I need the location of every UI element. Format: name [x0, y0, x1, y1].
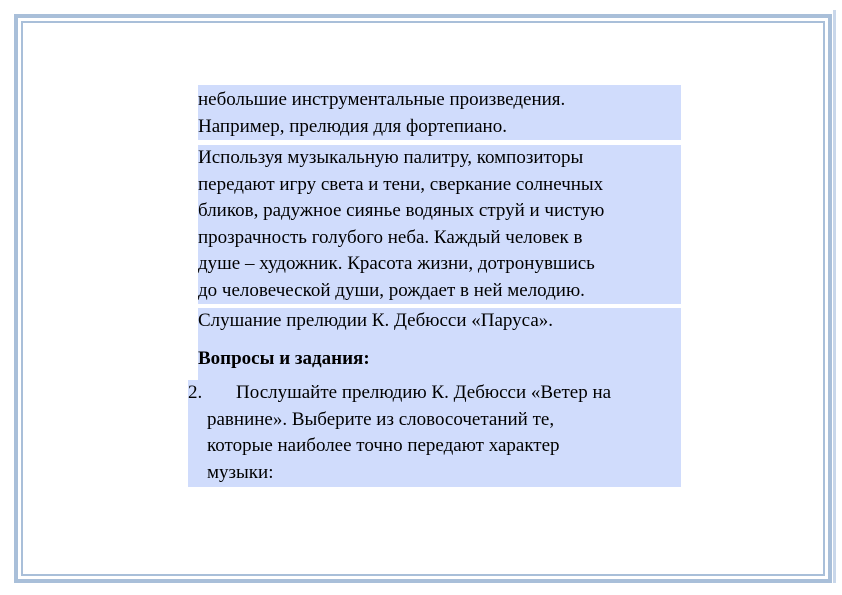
- slide-frame-edge: [833, 10, 836, 583]
- list-item-number: 2.: [188, 382, 203, 403]
- paragraph-instrumental-works: [198, 85, 681, 140]
- text-line: Используя музыкальную палитру, композиторы: [198, 147, 584, 168]
- heading-text: Вопросы и задания:: [198, 348, 370, 369]
- text-line: прозрачность голубого неба. Каждый человек в: [198, 226, 583, 248]
- text-line: душе – художник. Красота жизни, дотронувшись: [198, 253, 595, 274]
- text-line: передают игру света и тени, сверкание солнечных: [198, 173, 604, 195]
- text-line: бликов, радужное сиянье водяных струй и чистую: [198, 200, 605, 221]
- list-item: [188, 380, 681, 487]
- list-item-first-line: [188, 380, 681, 407]
- list-item-continuation: которые наиболее точно передают характер: [207, 435, 560, 456]
- list-item-continuation: музыки:: [207, 461, 274, 483]
- list-item-text: Послушайте прелюдию К. Дебюсси «Ветер на: [236, 382, 612, 403]
- questions-heading: [198, 340, 681, 380]
- paragraph-musical-palette: [198, 145, 681, 304]
- paragraph-listening: [198, 308, 681, 340]
- text-line: Например, прелюдия для фортепиано.: [198, 115, 507, 137]
- text-line: до человеческой души, рождает в ней мелодию.: [198, 279, 585, 301]
- list-item-continuation: равнине». Выберите из словосочетаний те,: [207, 408, 555, 430]
- text-line: Слушание прелюдии К. Дебюсси «Паруса».: [198, 310, 553, 331]
- text-line: небольшие инструментальные произведения.: [198, 89, 566, 110]
